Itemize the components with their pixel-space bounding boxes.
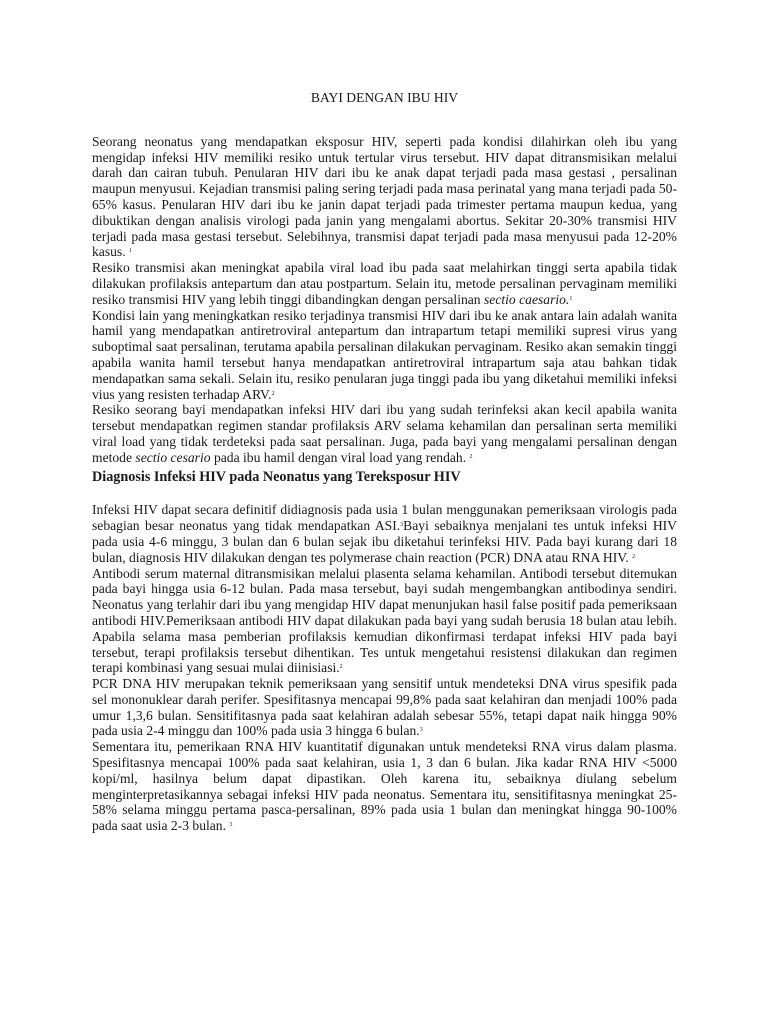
paragraph-3: Kondisi lain yang meningkatkan resiko terjadinya transmisi HIV dari ibu ke anak antara lain adalah wanita hamil yang mendapatkan antiretroviral antepartum dan intrapartum tetapi memiliki supresi virus yang suboptimal saat persalinan, terutama apabila persalinan dilakukan pervaginam. Resiko akan semakin tinggi apabila wanita hamil tersebut hanya mendapatkan antiretroviral intrapartum saja atau bahkan tidak mendapatkan sama sekali. Selain itu, resiko penularan juga tinggi pada ibu yang diketahui memiliki infeksi vius yang resisten terhadap ARV.$^2$ — [92, 307, 677, 402]
document-title: BAYI DENGAN IBU HIV — [310, 90, 459, 105]
footnote-ref: 1 — [569, 295, 573, 302]
section-heading: Diagnosis Infeksi HIV pada Neonatus yang Tereksposur HIV — [92, 468, 461, 485]
paragraph-1: Seorang neonatus yang mendapatkan eksposur HIV, seperti pada kondisi dilahirkan oleh ibu yang mengidap infeksi HIV memiliki resiko untuk tertular virus tersebut. HIV dapat ditransmisikan melalui darah dan cairan tubuh. Penularan HIV dari ibu ke anak dapat terjadi pada masa gestasi , persalinan maupun menyusui. Kejadian transmisi paling sering terjadi pada masa perinatal yang mana terjadi pada 50-65% kasus. Penularan HIV dari ibu ke janin dapat terjadi pada trimester pertama maupun kedua, yang dibuktikan dengan analisis virologi pada janin yang mengalami abortus. Sekitar 20-30% transmisi HIV terjadi pada masa gestasi tersebut. Selebihnya, transmisi dapat terjadi pada masa menyusui pada 12-20% kasus. $^1$ — [92, 133, 677, 260]
paragraph-5: Infeksi HIV dapat secara definitif didiagnosis pada usia 1 bulan menggunakan pemeriksaan virologis pada sebagian besar neonatus yang tidak mendapatkan ASI.$^3$Bayi sebaiknya menjalani tes untuk infeksi HIV pada usia 4-6 minggu, 3 bulan dan 6 bulan sejak ibu diketahui terinfeksi HIV. Pada bayi kurang dari 18 bulan, diagnosis HIV dilakukan dengan tes polymerase chain reaction (PCR) DNA atau RNA HIV. $^2$ — [92, 502, 677, 565]
footnote-ref: 2 — [469, 453, 473, 460]
paragraph-8: Sementara itu, pemerikaan RNA HIV kuantitatif digunakan untuk mendeteksi RNA virus dalam plasma. Spesifitasnya mencapai 100% pada saat kelahiran, usia 1, 3 dan 6 bulan. Jika kadar RNA HIV <5000 kopi/ml, hasilnya belum dapat dipastikan. Oleh karena itu, sebaiknya diulang sebelum menginterpretasikannya sebagai infeksi HIV pada neonatus. Sementara itu, sensitifitasnya meningkat 25-58% selama minggu pertama pasca-persalinan, 89% pada usia 1 bulan dan meningkat hingga 90-100% pada saat usia 2-3 bulan. $^3$ — [92, 739, 677, 834]
footnote-ref: 1 — [129, 248, 133, 255]
footnote-ref: 2 — [271, 390, 275, 397]
footnote-ref: 2 — [632, 553, 636, 560]
footnote-ref: 2 — [339, 664, 343, 671]
paragraph-4: Resiko seorang bayi mendapatkan infeksi HIV dari ibu yang sudah terinfeksi akan kecil apabila wanita tersebut mendapatkan regimen standar profilaksis ARV selama kehamilan dan persalinan serta memiliki viral load yang tidak terdeteksi pada saat persalinan. Juga, pada bayi yang mengalami persalinan dengan metode sectio cesario pada ibu hamil dengan viral load yang rendah. $^2$ — [92, 402, 677, 465]
italic-term: sectio caesario. — [484, 291, 570, 307]
paragraph-2: Resiko transmisi akan meningkat apabila viral load ibu pada saat melahirkan tinggi serta apabila tidak dilakukan profilaksis antepartum dan atau postpartum. Selain itu, metode persalinan pervaginam memiliki resiko transmisi HIV yang lebih tinggi dibandingkan dengan persalinan sectio caesario.$^1$ — [92, 260, 677, 307]
footnote-ref: 3 — [419, 727, 423, 734]
document-page — [92, 0, 677, 834]
footnote-ref: 3 — [229, 822, 233, 829]
italic-term: sectio cesario — [135, 449, 211, 465]
footnote-ref: 3 — [400, 522, 404, 529]
paragraph-7: PCR DNA HIV merupakan teknik pemeriksaan yang sensitif untuk mendeteksi DNA virus spesifik pada sel mononuklear darah perifer. Spesifitasnya mencapai 99,8% pada saat kelahiran dan menjadi 100% pada umur 1,3,6 bulan. Sensitifitasnya pada saat kelahiran adalah sebesar 55%, tetapi dapat naik hingga 90% pada usia 2-4 minggu dan 100% pada usia 3 hingga 6 bulan.$^3$ — [92, 676, 677, 739]
paragraph-6: Antibodi serum maternal ditransmisikan melalui plasenta selama kehamilan. Antibodi tersebut ditemukan pada bayi hingga usia 6-12 bulan. Pada masa tersebut, bayi sudah mengembangkan antibodinya sendiri. Neonatus yang terlahir dari ibu yang mengidap HIV dapat menunjukan hasil false positif pada pemeriksaan antibodi HIV.Pemeriksaan antibodi HIV dapat dilakukan pada bayi yang sudah berusia 18 bulan atau lebih. Apabila selama masa pemberian profilaksis kemudian dikonfirmasi terdapat infeksi HIV pada bayi tersebut, terapi profilaksis tersebut dihentikan. Tes untuk mengetahui resistensi dilakukan dan regimen terapi kombinasi yang sesuai mulai diinisiasi.$^2$ — [92, 565, 677, 676]
